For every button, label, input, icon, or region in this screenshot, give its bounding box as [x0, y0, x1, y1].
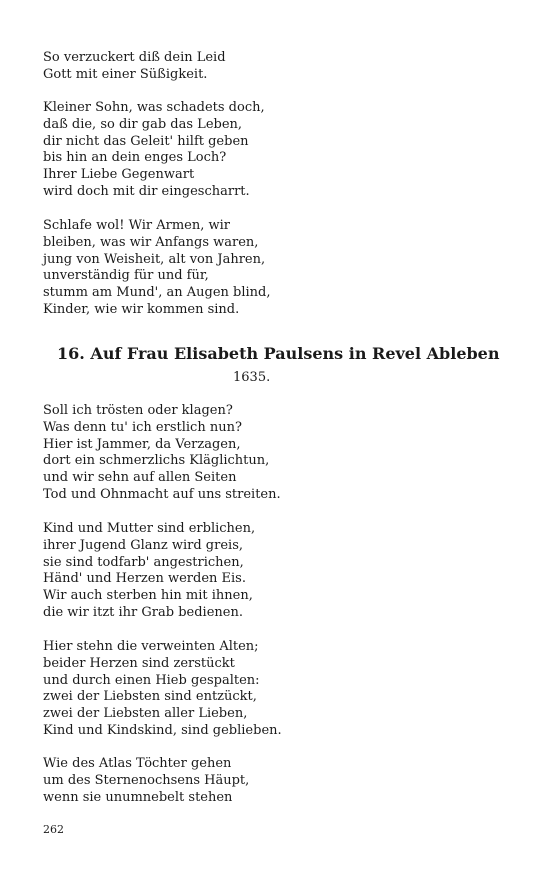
page-number: 262: [43, 823, 64, 836]
verse-line: beider Herzen sind zerstückt: [43, 655, 235, 671]
verse-line: Hier ist Jammer, da Verzagen,: [43, 436, 241, 452]
verse-line: bis hin an dein enges Loch?: [43, 150, 227, 166]
verse-line: und durch einen Hieb gespalten:: [43, 672, 260, 688]
stanza-6: [43, 639, 282, 740]
verse-line: dort ein schmerzlichs Kläglichtun,: [43, 453, 270, 469]
verse-line: und wir sehn auf allen Seiten: [43, 470, 237, 486]
verse-line: wenn sie unumnebelt stehen: [43, 789, 233, 805]
verse-line: sie sind todfarb' angestrichen,: [43, 554, 244, 570]
verse-line: unverständig für und für,: [43, 268, 209, 284]
stanza-1: [43, 50, 226, 84]
verse-line: zwei der Liebsten aller Lieben,: [43, 706, 248, 722]
stanza-3: [43, 218, 270, 319]
verse-line: Soll ich trösten oder klagen?: [43, 403, 233, 418]
verse-line: Gott mit einer Süßigkeit.: [43, 66, 208, 82]
poem-title: 16. Auf Frau Elisabeth Paulsens in Revel Ableben: [57, 344, 500, 363]
verse-line: Ihrer Liebe Gegenwart: [43, 167, 195, 183]
stanza-4: [43, 403, 281, 504]
verse-line: bleiben, was wir Anfangs waren,: [43, 234, 259, 250]
verse-line: die wir itzt ihr Grab bedienen.: [43, 604, 243, 620]
verse-line: stumm am Mund', an Augen blind,: [43, 285, 271, 301]
stanza-2: [43, 100, 265, 201]
verse-line: Kleiner Sohn, was schadets doch,: [43, 100, 265, 115]
verse-line: Schlafe wol! Wir Armen, wir: [43, 218, 230, 233]
verse-line: ihrer Jugend Glanz wird greis,: [43, 537, 244, 553]
verse-line: Kind und Mutter sind erblichen,: [43, 521, 256, 536]
verse-line: Wir auch sterben hin mit ihnen,: [43, 588, 253, 604]
verse-line: Wie des Atlas Töchter gehen: [43, 756, 232, 771]
verse-line: So verzuckert diß dein Leid: [43, 50, 226, 65]
verse-line: daß die, so dir gab das Leben,: [43, 116, 243, 132]
verse-line: Was denn tu' ich erstlich nun?: [43, 419, 242, 435]
verse-line: Händ' und Herzen werden Eis.: [43, 571, 246, 587]
verse-line: zwei der Liebsten sind entzückt,: [43, 689, 257, 705]
verse-line: Kind und Kindskind, sind geblieben.: [43, 722, 282, 738]
verse-line: dir nicht das Geleit' hilft geben: [43, 133, 249, 149]
stanza-7: [43, 756, 249, 806]
verse-line: Kinder, wie wir kommen sind.: [43, 301, 240, 317]
verse-line: Tod und Ohnmacht auf uns streiten.: [43, 486, 281, 502]
verse-line: um des Sternenochsens Häupt,: [43, 772, 250, 788]
poem-year: 1635.: [233, 370, 271, 385]
verse-line: wird doch mit dir eingescharrt.: [43, 183, 250, 199]
stanza-5: [43, 521, 255, 622]
verse-line: jung von Weisheit, alt von Jahren,: [43, 251, 266, 267]
verse-line: Hier stehn die verweinten Alten;: [43, 639, 259, 654]
